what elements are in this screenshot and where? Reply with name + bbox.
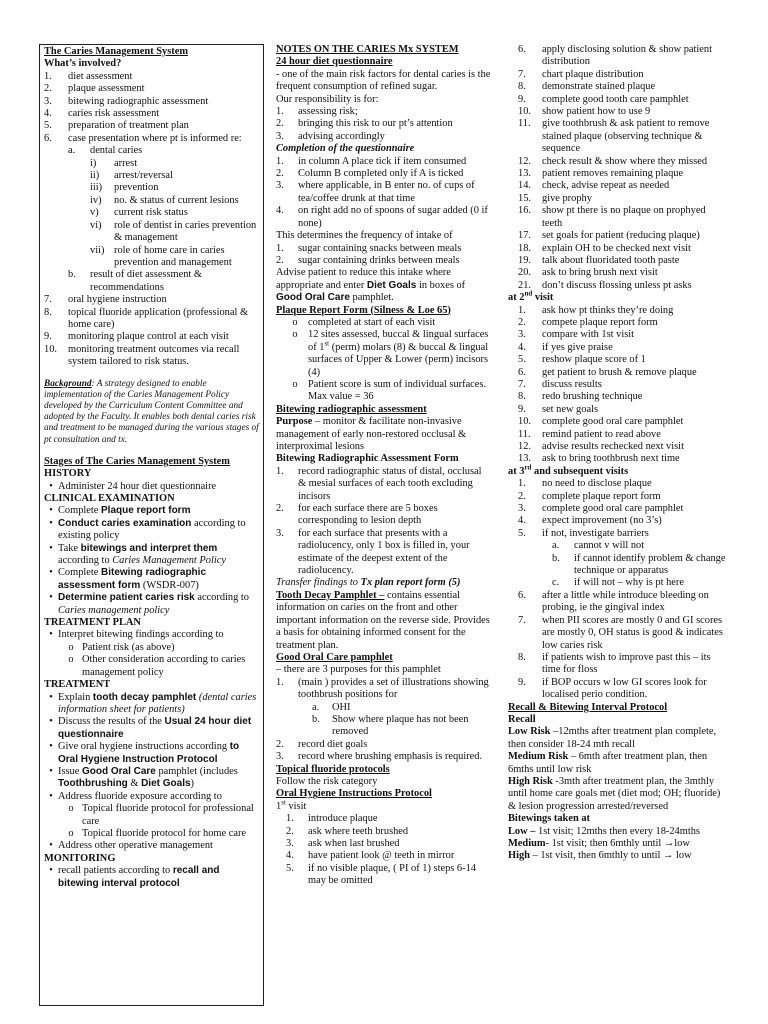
list-item: 6. get patient to brush & remove plaque bbox=[518, 366, 697, 378]
tooth-decay-text: Tooth Decay Pamphlet – contains essential information on caries on the front and other important information on the reverse side. Provides a basis for obtaining informed consent for the treatment plan. bbox=[276, 589, 490, 651]
list-item: 5. preparation of treatment plan bbox=[44, 120, 189, 132]
list-item: 5. if not, investigate barriers bbox=[518, 527, 649, 539]
list-item: o Topical fluoride protocol for professional care bbox=[68, 803, 254, 827]
completion-heading: Completion of the questionnaire bbox=[276, 143, 415, 155]
list-item: 4. have patient look @ teeth in mirror bbox=[286, 850, 455, 862]
list-item: ii) arrest/reversal bbox=[90, 170, 173, 182]
list-item: • Administer 24 hour diet questionnaire bbox=[49, 480, 217, 492]
list-item: 7. oral hygiene instruction bbox=[44, 294, 167, 306]
third-visit-heading: at 3rd and subsequent visits bbox=[508, 463, 629, 477]
list-item: • Give oral hygiene instructions according to Oral Hygiene Instruction Protocol bbox=[49, 741, 240, 765]
recall-protocol-heading: Recall & Bitewing Interval Protocol bbox=[508, 701, 668, 713]
list-item: 3. record where brushing emphasis is required. bbox=[276, 751, 483, 763]
list-item: • Issue Good Oral Care pamphlet (includes Toothbrushing & Diet Goals) bbox=[49, 765, 238, 790]
second-visit-list bbox=[508, 305, 728, 466]
list-item: • Address other operative management bbox=[49, 840, 213, 852]
list-item: 12. advise results rechecked next visit bbox=[518, 441, 684, 452]
bitewing-heading: Bitewing radiographic assessment bbox=[276, 403, 427, 415]
list-item: 3. for each surface that presents with a radiolucency, only 1 box is filled in, your estimate of the deepest extent of the radiolucency. bbox=[276, 527, 470, 577]
list-item: 2. complete plaque report form bbox=[518, 490, 661, 502]
sub-item-b: b. result of diet assessment & recommendations bbox=[68, 269, 202, 293]
list-item: o completed at start of each visit bbox=[292, 316, 436, 328]
list-item: 1. record radiographic status of distal, occlusal & mesial surfaces of each tooth excluding incisors bbox=[276, 465, 482, 502]
list-item: i) arrest bbox=[90, 157, 138, 169]
clinical-heading: CLINICAL EXAMINATION bbox=[44, 493, 175, 504]
bitewing-high-text: High – 1st visit, then 6mthly to until → low bbox=[508, 850, 692, 862]
low-risk-text: Low Risk –12mths after treatment plan complete, then consider 18-24 mth recall bbox=[508, 726, 717, 750]
list-item: 11. remind patient to read above bbox=[518, 428, 661, 440]
diet-heading: 24 hour diet questionnaire bbox=[276, 56, 393, 68]
advise-text: Advise patient to reduce this intake where appropriate and enter Diet Goals in boxes of Good Oral Care pamphlet. bbox=[276, 267, 466, 304]
list-item: 1. diet assessment bbox=[44, 70, 133, 82]
column-right bbox=[508, 44, 728, 863]
list-item: c. if will not – why is pt here bbox=[552, 577, 684, 589]
column-left bbox=[39, 44, 264, 1006]
list-item: 1. introduce plaque bbox=[286, 813, 378, 825]
list-item: o Other consideration according to caries management policy bbox=[68, 654, 246, 678]
background-paragraph: Background: A strategy designed to enable implementation of the Caries Management Policy developed by the Curriculum Content Committee and adopted by the Faculty. It enables both dental caries risk and treatment to be managed during the various stages of pt consultation and tx. bbox=[44, 378, 259, 445]
list-item: • Complete Plaque report form bbox=[49, 505, 191, 517]
list-item: • Address fluoride exposure according to bbox=[49, 790, 222, 802]
list-item: 16. show pt there is no plaque on prophyed teeth bbox=[518, 205, 706, 229]
bitewings-heading: Bitewings taken at bbox=[508, 813, 590, 825]
list-item: 21. don’t discuss flossing unless pt asks bbox=[518, 279, 692, 291]
list-item: 7. chart plaque distribution bbox=[518, 68, 644, 80]
list-item: 14. check, advise repeat as needed bbox=[518, 180, 670, 192]
list-item: 5. reshow plaque score of 1 bbox=[518, 354, 646, 366]
responsibility-text: Our responsibility is for: bbox=[276, 93, 379, 105]
list-item: 4. expect improvement (no 3’s) bbox=[518, 515, 662, 527]
list-item: 2. bringing this risk to our pt’s attention bbox=[276, 118, 453, 130]
first-visit-label: 1st visit bbox=[276, 798, 307, 812]
list-item: o Topical fluoride protocol for home care bbox=[68, 827, 247, 839]
stages-heading: Stages of The Caries Management System bbox=[44, 455, 230, 467]
treatment-heading: TREATMENT bbox=[44, 679, 111, 691]
list-item: vii) role of home care in caries prevention and management bbox=[90, 244, 232, 268]
list-item: 2. for each surface there are 5 boxes corresponding to lesion depth bbox=[276, 503, 438, 527]
list-item: 12. check result & show where they missed bbox=[518, 155, 708, 167]
list-item: • recall patients according to recall and bitewing interval protocol bbox=[49, 865, 220, 889]
sub-item-a: a. dental caries bbox=[68, 145, 143, 157]
list-item: vi) role of dentist in caries prevention & management bbox=[90, 219, 257, 244]
list-item: iii) prevention bbox=[90, 182, 159, 194]
fluoride-text: Follow the risk category bbox=[276, 775, 378, 787]
list-item: • Take bitewings and interpret them according to Caries Management Policy bbox=[49, 542, 226, 567]
involved-list bbox=[44, 71, 260, 145]
list-item: • Determine patient caries risk according to Caries management policy bbox=[49, 592, 249, 616]
first-visit-list bbox=[276, 813, 491, 887]
bitewing-medium-text: Medium- 1st visit; then 6mthly until →low bbox=[508, 838, 690, 849]
notes-title: NOTES ON THE CARIES Mx SYSTEM bbox=[276, 44, 459, 55]
list-item: 9. if BOP occurs w low GI scores look for localised perio condition. bbox=[518, 676, 707, 701]
recall-heading: Recall bbox=[508, 713, 536, 725]
list-item: 6. case presentation where pt is informed re: bbox=[44, 132, 242, 144]
list-item: 4. if yes give praise bbox=[518, 341, 613, 353]
list-item: 19. talk about fluoridated tooth paste bbox=[518, 254, 680, 266]
roman-list bbox=[44, 158, 260, 270]
list-item: 6. after a little while introduce bleeding on probing, ie the gingival index bbox=[518, 589, 709, 614]
list-item: 15. give prophy bbox=[518, 192, 592, 204]
bitewing-form-heading: Bitewing Radiographic Assessment Form bbox=[276, 453, 459, 465]
list-item: 13. patient removes remaining plaque bbox=[518, 168, 684, 180]
high-risk-text: High Risk -3mth after treatment plan, the 3mthly until home care goals met (diet mod; OH; fluoride) & lesion progression arrested/reversed bbox=[508, 775, 721, 812]
purpose-text: Purpose – monitor & facilitate non-invasive management of early non-restored occlusal & interproximal lesions bbox=[276, 416, 467, 452]
list-item: 10. show patient how to use 9 bbox=[518, 106, 651, 118]
list-item: 2. Column B completed only if A is ticked bbox=[276, 168, 464, 180]
list-item: 8. topical fluoride application (professional & home care) bbox=[44, 306, 249, 330]
list-item: 2. record diet goals bbox=[276, 738, 368, 750]
list-item: 17. set goals for patient (reducing plaque) bbox=[518, 230, 700, 242]
list-item: 9. set new goals bbox=[518, 403, 598, 415]
list-item: 2. compete plaque report form bbox=[518, 316, 658, 328]
good-oral-care-heading: Good Oral Care pamphlet bbox=[276, 651, 393, 663]
list-item: b. if cannot identify problem & change technique or apparatus bbox=[552, 552, 726, 577]
list-item: 1. no need to disclose plaque bbox=[518, 478, 652, 490]
list-item: 1. in column A place tick if item consumed bbox=[276, 155, 467, 167]
plaque-report-heading: Plaque Report Form (Silness & Loe 65) bbox=[276, 304, 451, 316]
list-item: iv) no. & status of current lesions bbox=[90, 194, 239, 206]
list-item: 3. bitewing radiographic assessment bbox=[44, 95, 209, 107]
list-item: 4. caries risk assessment bbox=[44, 108, 160, 120]
list-item: 8. if patients wish to improve past this – its time for floss bbox=[518, 651, 711, 676]
monitoring-heading: MONITORING bbox=[44, 852, 116, 864]
column-middle bbox=[276, 44, 491, 888]
list-item: b. Show where plaque has not been removed bbox=[312, 713, 469, 738]
list-item: 1. sugar containing snacks between meals bbox=[276, 242, 462, 254]
good-oral-care-intro: – there are 3 purposes for this pamphlet bbox=[276, 664, 441, 676]
list-item: 3. where applicable, in B enter no. of cups of tea/coffee drunk at that time bbox=[276, 180, 475, 204]
treatment-plan-heading: TREATMENT PLAN bbox=[44, 617, 141, 629]
list-item: o 12 sites assessed, buccal & lingual surfaces of 1st (perm) molars (8) & buccal & lingual surfaces of Upper & Lower (perm) incisors (4) bbox=[292, 329, 489, 378]
list-item: 10. complete good oral care pamphlet bbox=[518, 416, 684, 428]
list-item: 3. complete good oral care pamphlet bbox=[518, 503, 684, 515]
list-item: 1. assessing risk; bbox=[276, 106, 358, 118]
list-item: 3. compare with 1st visit bbox=[518, 329, 635, 341]
list-item: 2. plaque assessment bbox=[44, 83, 145, 95]
list-item: 7. when PII scores are mostly 0 and GI scores are mostly 0, OH status is good & indicates low caries risk bbox=[518, 614, 723, 651]
list-item: • Conduct caries examination according to existing policy bbox=[49, 517, 246, 542]
third-visit-list bbox=[508, 478, 728, 701]
list-item: 4. on right add no of spoons of sugar added (0 if none) bbox=[276, 205, 488, 229]
list-item: 10. monitoring treatment outcomes via recall system tailored to risk status. bbox=[44, 343, 240, 368]
list-item: a. cannot v will not bbox=[552, 540, 645, 552]
whats-involved-heading: What’s involved? bbox=[44, 58, 122, 70]
list-item: 6. apply disclosing solution & show patient distribution bbox=[518, 44, 712, 68]
list-item: 11. give toothbrush & ask patient to remove stained plaque (observing technique & sequence bbox=[518, 118, 710, 155]
first-visit-continued bbox=[508, 44, 728, 292]
transfer-text: Transfer findings to Tx plan report form (5) bbox=[276, 577, 461, 589]
ohi-heading: Oral Hygiene Instructions Protocol bbox=[276, 788, 432, 800]
list-item: • Complete Bitewing radiographic assessment form (WSDR-007) bbox=[49, 567, 207, 591]
medium-risk-text: Medium Risk – 6mth after treatment plan, then 6mths until low risk bbox=[508, 751, 708, 775]
determines-text: This determines the frequency of intake of bbox=[276, 230, 453, 242]
list-item: 8. redo brushing technique bbox=[518, 391, 643, 403]
fluoride-heading: Topical fluoride protocols bbox=[276, 763, 390, 775]
list-item: 1. ask how pt thinks they’re doing bbox=[518, 304, 674, 316]
list-item: • Discuss the results of the Usual 24 hour diet questionnaire bbox=[49, 716, 252, 740]
list-item: 5. if no visible plaque, ( PI of 1) steps 6-14 may be omitted bbox=[286, 862, 476, 887]
list-item: 13. ask to bring toothbrush next time bbox=[518, 453, 680, 465]
bitewing-low-text: Low – 1st visit; 12mths then every 18-24mths bbox=[508, 825, 700, 837]
list-item: 18. explain OH to be checked next visit bbox=[518, 242, 691, 254]
involved-list-2 bbox=[44, 294, 260, 368]
list-item: • Interpret bitewing findings according to bbox=[49, 629, 224, 641]
list-item: 7. discuss results bbox=[518, 378, 602, 390]
list-item: 20. ask to bring brush next visit bbox=[518, 267, 658, 279]
list-item: 9. monitoring plaque control at each visit bbox=[44, 331, 229, 343]
history-heading: HISTORY bbox=[44, 468, 92, 480]
list-item: 1. (main ) provides a set of illustrations showing toothbrush positions for bbox=[276, 676, 489, 701]
list-item: 2. sugar containing drinks between meals bbox=[276, 254, 460, 266]
list-item: 8. demonstrate stained plaque bbox=[518, 81, 656, 93]
diet-intro: - one of the main risk factors for dental caries is the frequent consumption of refined sugar. bbox=[276, 68, 491, 93]
list-item: o Patient risk (as above) bbox=[68, 641, 175, 653]
second-visit-heading: at 2nd visit bbox=[508, 289, 554, 304]
list-item: • Explain tooth decay pamphlet (dental caries information sheet for patients) bbox=[49, 691, 257, 715]
list-item: 3. ask when last brushed bbox=[286, 838, 400, 849]
list-item: 9. complete good tooth care pamphlet bbox=[518, 93, 689, 105]
list-item: 2. ask where teeth brushed bbox=[286, 825, 409, 837]
list-item: v) current risk status bbox=[90, 207, 188, 219]
list-item: o Patient score is sum of individual surfaces. Max value = 36 bbox=[292, 378, 487, 403]
list-item: a. OHI bbox=[312, 701, 351, 713]
list-item: 3. advising accordingly bbox=[276, 130, 385, 142]
barrier-list bbox=[518, 540, 728, 590]
system-title: The Caries Management System bbox=[44, 46, 189, 57]
